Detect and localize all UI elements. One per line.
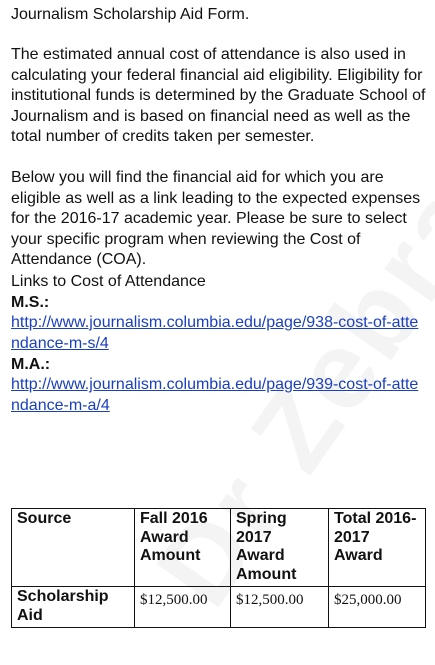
header-spring: Spring 2017 Award Amount — [231, 509, 329, 587]
cell-source: Scholarship Aid — [12, 587, 135, 628]
cell-fall: $12,500.00 — [135, 587, 231, 628]
paragraph-financial-aid: Below you will find the financial aid for which you are eligible as well as a link leading to the expected expenses for the 2016-17 academic year. Please be sure to select your specific program when reviewing the Cost of Attendance (COA). — [11, 168, 421, 269]
links-heading: Links to Cost of Attendance — [11, 272, 206, 290]
table-header-row — [12, 509, 426, 587]
header-source: Source — [12, 509, 135, 587]
form-page — [11, 4, 427, 416]
cell-spring: $12,500.00 — [231, 587, 329, 628]
award-table — [11, 508, 426, 628]
header-fall: Fall 2016 Award Amount — [135, 509, 231, 587]
paragraph-eligibility: The estimated annual cost of attendance is also used in calculating your federal financial aid eligibility. Eligibility for institutional funds is determined by the Graduate School of Journalism and is based on financial need as well as the total number of credits taken per semester. — [11, 46, 426, 146]
ma-label: M.A.: — [11, 356, 51, 374]
ms-cost-link[interactable]: http://www.journalism.columbia.edu/page/938-cost-of-attendance-m-s/4 — [11, 313, 419, 352]
header-total: Total 2016-2017 Award — [329, 509, 426, 587]
cell-total: $25,000.00 — [329, 587, 426, 628]
ms-label: M.S.: — [11, 293, 50, 311]
table-row — [12, 587, 426, 628]
ma-cost-link[interactable]: http://www.journalism.columbia.edu/page/939-cost-of-attendance-m-a/4 — [11, 376, 419, 414]
award-table-wrapper — [11, 508, 426, 628]
form-title: Journalism Scholarship Aid Form. — [11, 6, 250, 23]
